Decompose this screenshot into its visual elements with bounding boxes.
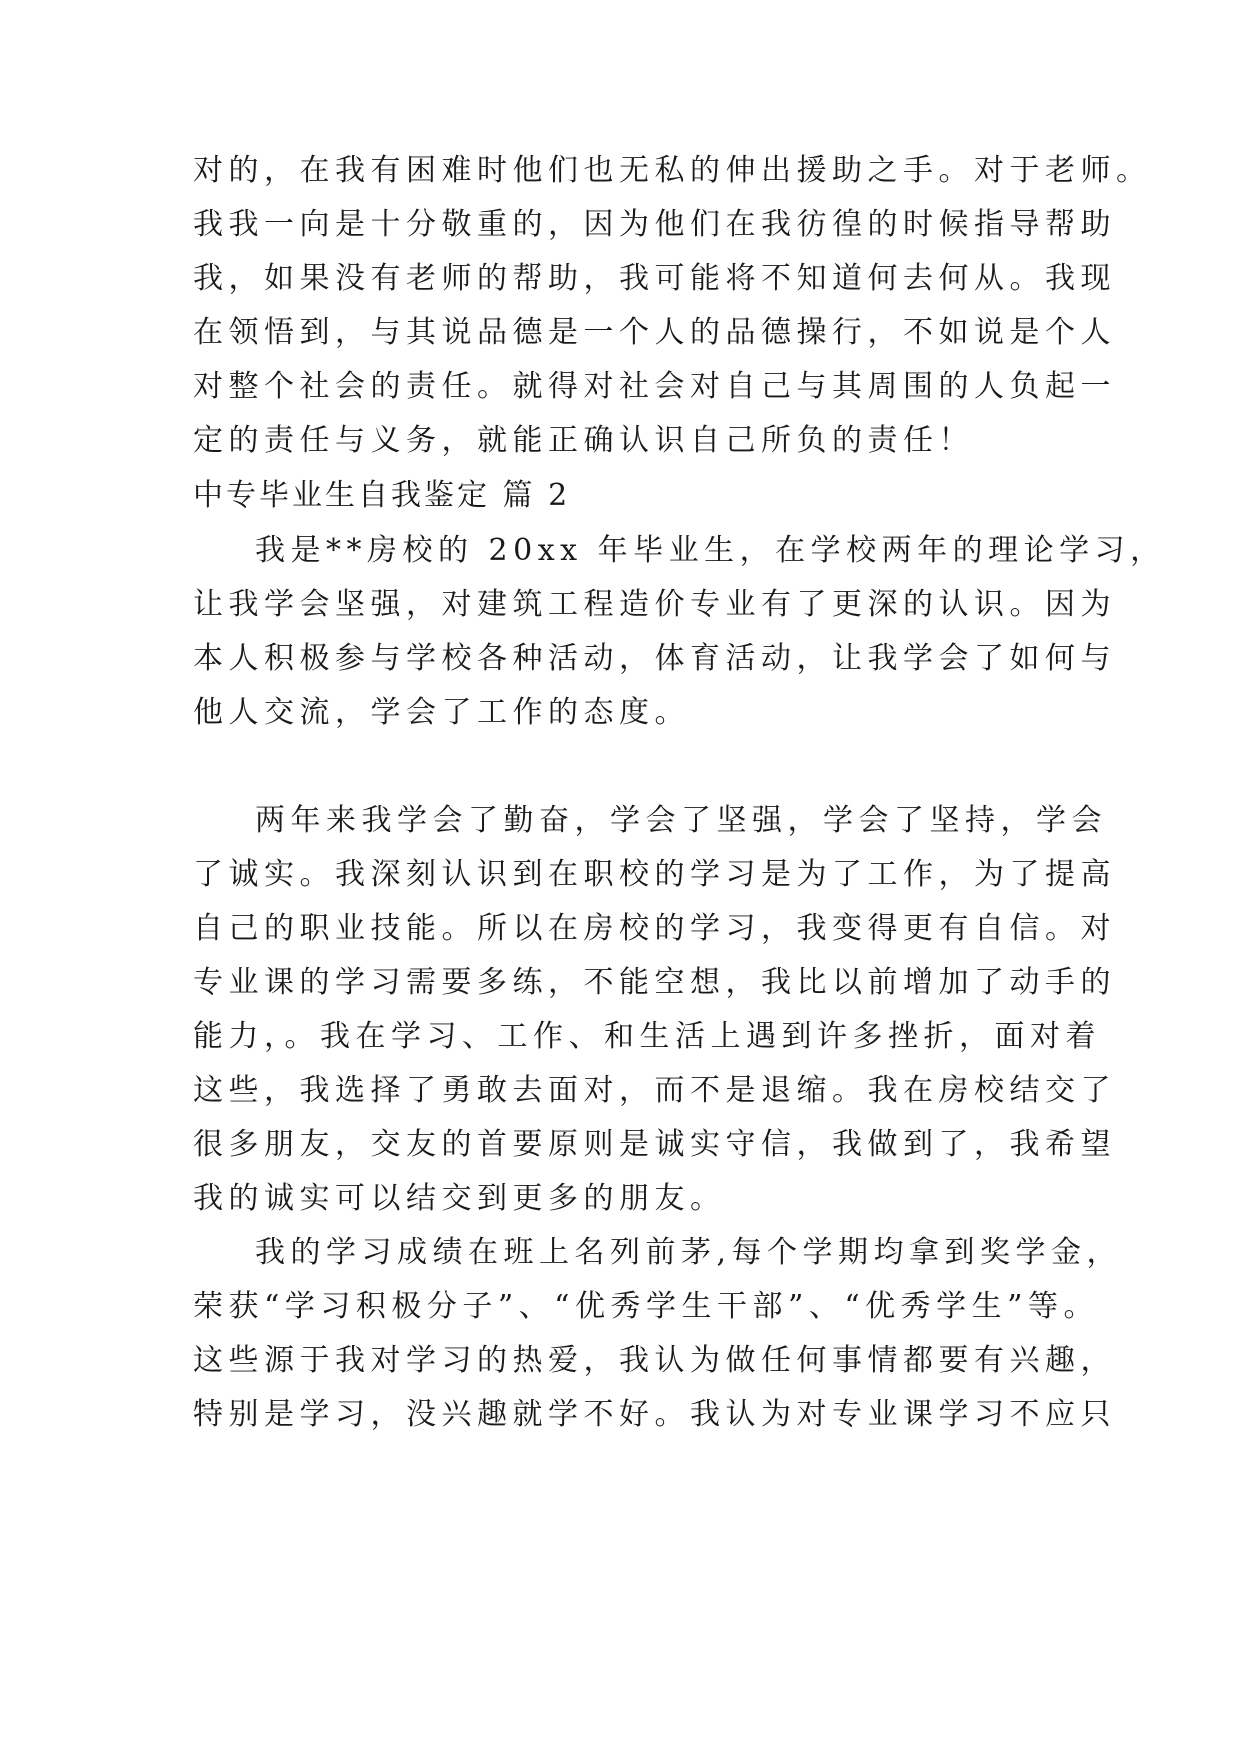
paragraph-line: 这些，我选择了勇敢去面对，而不是退缩。我在房校结交了	[193, 1073, 1116, 1108]
paragraph-line: 两年来我学会了勤奋，学会了坚强，学会了坚持，学会	[255, 803, 1107, 838]
paragraph-line: 特别是学习，没兴趣就学不好。我认为对专业课学习不应只	[193, 1397, 1116, 1432]
paragraph-line: 荣获“学习积极分子”、“优秀学生干部”、“优秀学生”等。	[193, 1289, 1100, 1324]
paragraph-line: 本人积极参与学校各种活动，体育活动，让我学会了如何与	[193, 641, 1116, 676]
paragraph-line: 对整个社会的责任。就得对社会对自己与其周围的人负起一	[193, 369, 1116, 404]
paragraph-line: 对的，在我有困难时他们也无私的伸出援助之手。对于老师。	[193, 153, 1152, 188]
paragraph-line: 我，如果没有老师的帮助，我可能将不知道何去何从。我现	[193, 261, 1116, 296]
paragraph-line: 他人交流，学会了工作的态度。	[193, 695, 690, 730]
paragraph-line: 在领悟到，与其说品德是一个人的品德操行，不如说是个人	[193, 315, 1116, 350]
paragraph-line: 很多朋友，交友的首要原则是诚实守信，我做到了，我希望	[193, 1127, 1116, 1162]
paragraph-line: 自己的职业技能。所以在房校的学习，我变得更有自信。对	[193, 911, 1116, 946]
paragraph-line: 专业课的学习需要多练，不能空想，我比以前增加了动手的	[193, 965, 1116, 1000]
paragraph-line: 这些源于我对学习的热爱，我认为做任何事情都要有兴趣，	[193, 1343, 1116, 1378]
paragraph-line: 能力，。我在学习、工作、和生活上遇到许多挫折，面对着	[193, 1019, 1101, 1054]
paragraph-line: 我我一向是十分敬重的，因为他们在我彷徨的时候指导帮助	[193, 207, 1116, 242]
paragraph-line: 我是**房校的 20xx 年毕业生，在学校两年的理论学习，	[255, 533, 1166, 568]
paragraph-line: 我的诚实可以结交到更多的朋友。	[193, 1181, 726, 1216]
paragraph-line: 我的学习成绩在班上名列前茅,每个学期均拿到奖学金，	[255, 1235, 1123, 1270]
paragraph-line: 了诚实。我深刻认识到在职校的学习是为了工作，为了提高	[193, 857, 1116, 892]
section-heading: 中专毕业生自我鉴定 篇 2	[193, 478, 571, 513]
paragraph-line: 让我学会坚强，对建筑工程造价专业有了更深的认识。因为	[193, 587, 1116, 622]
paragraph-line: 定的责任与义务，就能正确认识自己所负的责任！	[193, 423, 974, 458]
